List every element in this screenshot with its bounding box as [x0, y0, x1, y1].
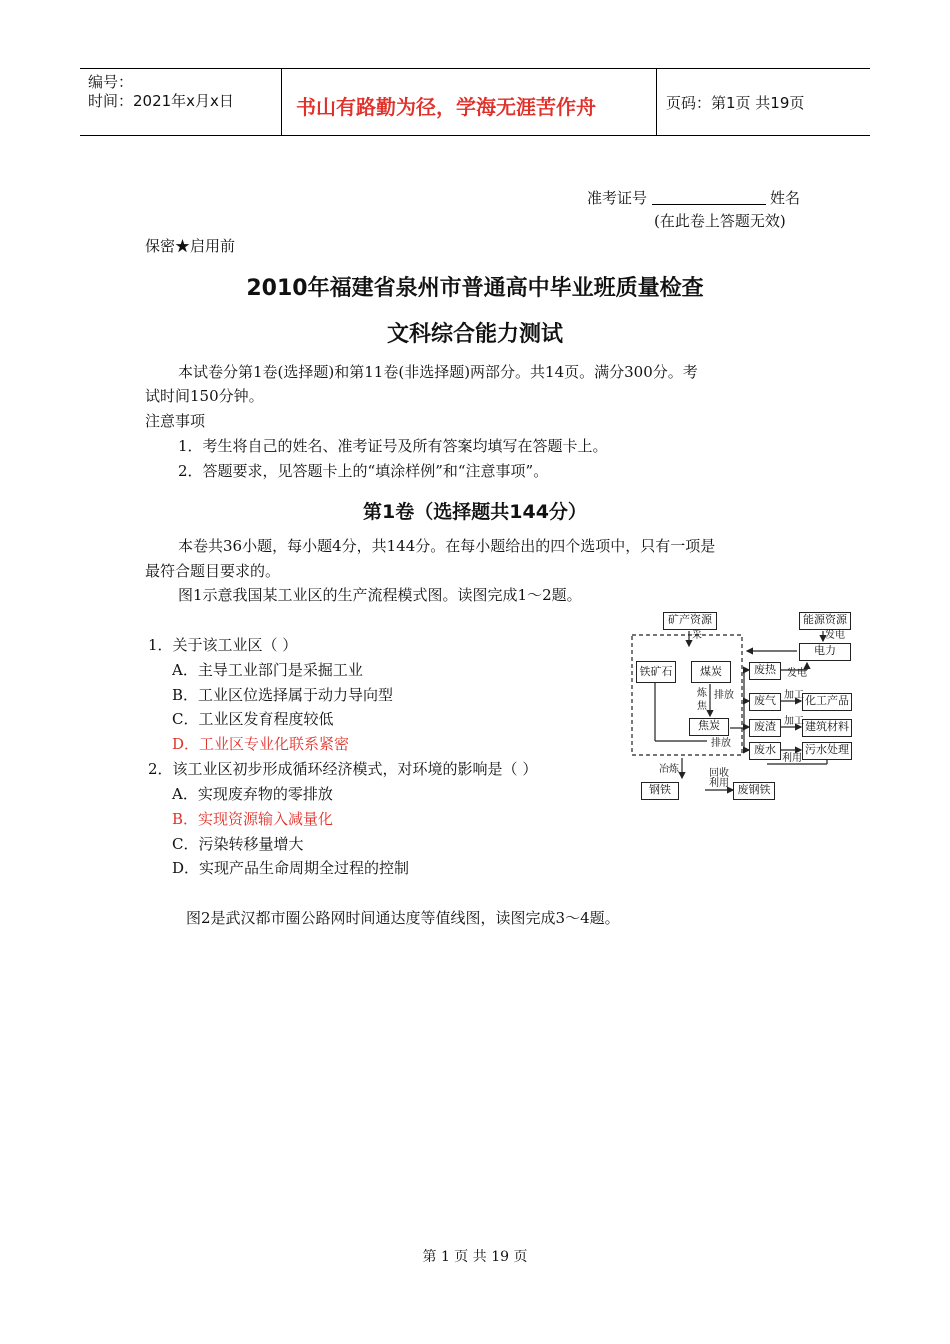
- section-title: 第1卷（选择题共144分）: [363, 501, 587, 523]
- label-smelt: 冶炼: [659, 764, 679, 775]
- node-building-materials: 建筑材料: [802, 719, 852, 737]
- figure2-intro: 图2是武汉都市圈公路网时间通达度等值线图，读图完成3～4题。: [186, 909, 620, 927]
- note-2: 2．答题要求，见答题卡上的“填涂样例”和“注意事项”。: [178, 462, 549, 480]
- exam-title: 2010年福建省泉州市普通高中毕业班质量检查: [246, 276, 704, 301]
- header-motto: 书山有路勤为径，学海无涯苦作舟: [296, 95, 596, 119]
- section-intro-1: 本卷共36小题，每小题4分，共144分。在每小题给出的四个选项中，只有一项是: [178, 537, 716, 555]
- name-label: 姓名: [770, 189, 801, 207]
- q1-option-c: C．工业区发育程度较低: [172, 710, 334, 728]
- label-coking-1: 炼: [697, 688, 707, 699]
- q2-stem: 2．该工业区初步形成循环经济模式，对环境的影响是（ ）: [148, 760, 538, 778]
- exam-id-blank: [652, 204, 766, 205]
- page-info: 页码：第1页 共19页: [666, 94, 805, 112]
- label-generate-1: 发电: [825, 630, 845, 641]
- label-use: 利用: [782, 753, 802, 764]
- q1-option-d-answer: D．工业区专业化联系紧密: [172, 735, 350, 753]
- node-chemical-products: 化工产品: [802, 693, 852, 711]
- node-mineral-resources: 矿产资源: [663, 612, 717, 630]
- node-iron-ore: 铁矿石: [636, 661, 676, 683]
- node-waste-heat: 废热: [749, 662, 781, 680]
- q1-stem: 1．关于该工业区（ ）: [148, 636, 298, 654]
- label-process-1: 加工: [784, 690, 804, 701]
- label-emit-1: 排放: [714, 690, 734, 701]
- label-recycle-1: 回收: [709, 768, 729, 779]
- invalid-note: (在此卷上答题无效): [654, 212, 786, 230]
- q1-option-b: B．工业区位选择属于动力导向型: [172, 686, 394, 704]
- section-intro-2: 最符合题目要求的。: [145, 562, 281, 580]
- figure1-intro: 图1示意我国某工业区的生产流程模式图。读图完成1～2题。: [178, 586, 582, 604]
- page-footer: 第 1 页 共 19 页: [422, 1249, 528, 1265]
- label-generate-2: 发电: [787, 668, 807, 679]
- label-emit-2: 排放: [711, 738, 731, 749]
- node-energy-resources: 能源资源: [799, 612, 851, 630]
- exam-subtitle: 文科综合能力测试: [386, 322, 563, 347]
- q2-option-d: D．实现产品生命周期全过程的控制: [172, 859, 410, 877]
- intro-line-1: 本试卷分第1卷(选择题)和第11卷(非选择题)两部分。共14页。满分300分。考: [178, 363, 698, 381]
- node-coal: 煤炭: [691, 661, 731, 683]
- header-divider: [656, 68, 657, 136]
- header-top-rule: [80, 68, 870, 69]
- q2-option-c: C．污染转移量增大: [172, 835, 304, 853]
- node-slag: 废渣: [749, 719, 781, 737]
- node-coke: 焦炭: [689, 718, 729, 736]
- confidential-mark: 保密★启用前: [145, 237, 236, 255]
- node-power: 电力: [799, 643, 851, 661]
- node-scrap-steel: 废钢铁: [733, 782, 775, 800]
- exam-id-label: 准考证号: [587, 189, 648, 207]
- q2-option-a: A．实现废弃物的零排放: [172, 785, 333, 803]
- node-sewage-treatment: 污水处理: [802, 742, 852, 760]
- serial-label: 编号：: [88, 73, 134, 91]
- notes-title: 注意事项: [145, 412, 206, 430]
- label-coking-2: 焦: [697, 701, 707, 712]
- intro-line-2: 试时间150分钟。: [145, 387, 264, 405]
- node-waste-gas: 废气: [749, 693, 781, 711]
- node-steel: 钢铁: [641, 782, 679, 800]
- note-1: 1．考生将自己的姓名、准考证号及所有答案均填写在答题卡上。: [178, 437, 608, 455]
- node-waste-water: 废水: [749, 742, 781, 760]
- industrial-flow-diagram: [627, 608, 857, 808]
- label-mining: 采: [692, 630, 702, 641]
- header-divider: [281, 68, 282, 136]
- label-recycle-2: 利用: [709, 778, 729, 789]
- label-process-2: 加工: [784, 716, 804, 727]
- q1-option-a: A．主导工业部门是采掘工业: [172, 661, 363, 679]
- time-label: 时间：2021年x月x日: [88, 92, 234, 110]
- header-bottom-rule: [80, 135, 870, 136]
- q2-option-b-answer: B．实现资源输入减量化: [172, 810, 334, 828]
